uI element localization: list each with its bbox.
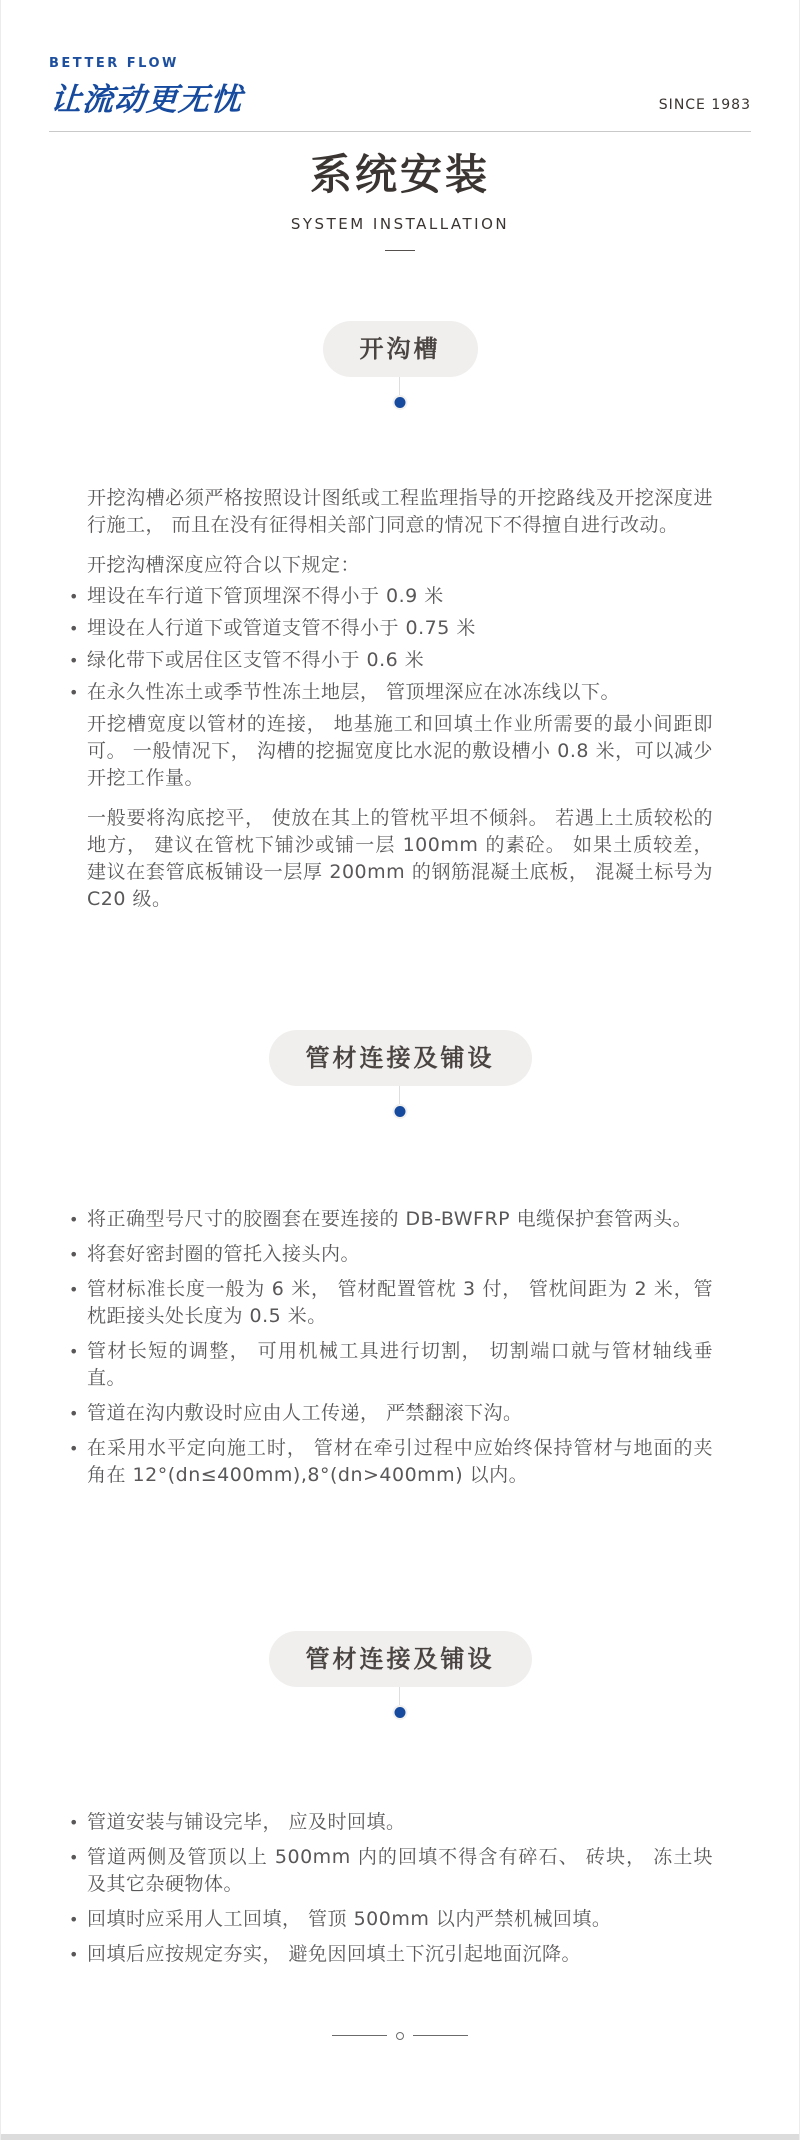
bullet-icon: • [69, 1847, 79, 1867]
bottom-edge [1, 2134, 799, 2140]
connector-line [399, 1086, 400, 1107]
list-item [69, 1809, 713, 1836]
paragraph: 开挖沟槽必须严格按照设计图纸或工程监理指导的开挖路线及开挖深度进行施工， 而且在没有征得相关部门同意的情况下不得擅自进行改动。 [87, 486, 713, 536]
list-item [69, 679, 713, 706]
section-pipe-connection-2 [1, 1497, 799, 1968]
list-item-text: 管材长短的调整， 可用机械工具进行切割， 切割端口就与管材轴线垂直。 [87, 1339, 713, 1389]
list-item [69, 1435, 713, 1489]
section-pill [269, 1631, 532, 1687]
bullet-icon: • [69, 682, 79, 702]
list-item-text: 在永久性冻土或季节性冻土地层， 管顶埋深应在冰冻线以下。 [87, 680, 621, 703]
list-item-text: 在采用水平定向施工时， 管材在牵引过程中应始终保持管材与地面的夹角在 12°(dn≤400mm),8°(dn>400mm) 以内。 [87, 1436, 713, 1486]
bullet-icon: • [69, 650, 79, 670]
header [49, 0, 751, 132]
section-connector [1, 377, 799, 411]
list-item-text: 回填时应采用人工回填， 管顶 500mm 以内严禁机械回填。 [87, 1907, 612, 1930]
paragraph: 开挖沟槽深度应符合以下规定： [87, 553, 361, 576]
list-item [69, 583, 713, 610]
section-connector [1, 1687, 799, 1721]
brand-wordmark: 让流动更无忧 [49, 82, 244, 118]
list-item [69, 615, 713, 642]
list-item [69, 1844, 713, 1898]
list-item [69, 1206, 713, 1233]
bullet-icon: • [69, 1341, 79, 1361]
section-content [69, 1206, 713, 1489]
section-content [69, 485, 713, 913]
list-item-text: 埋设在车行道下管顶埋深不得小于 0.9 米 [87, 584, 444, 607]
bullet-icon: • [69, 1438, 79, 1458]
bullet-icon: • [69, 1944, 79, 1964]
bullet-icon: • [69, 1244, 79, 1264]
bullet-icon: • [69, 1209, 79, 1229]
list-item-text: 绿化带下或居住区支管不得小于 0.6 米 [87, 648, 425, 671]
brand-tagline: BETTER FLOW [49, 56, 179, 71]
section-pill-label: 开沟槽 [359, 334, 441, 363]
list-item [69, 1241, 713, 1268]
page-title: 系统安装 [309, 150, 490, 199]
blue-dot-icon [395, 1106, 406, 1117]
list-item [69, 1276, 713, 1330]
list-item-text: 管材标准长度一般为 6 米， 管材配置管枕 3 付， 管枕间距为 2 米，管枕距接头处长度为 0.5 米。 [87, 1277, 713, 1327]
section-pill-label: 管材连接及铺设 [305, 1644, 495, 1673]
brand-logo [49, 56, 244, 119]
blue-dot-icon [395, 1707, 406, 1718]
bullet-icon: • [69, 1812, 79, 1832]
list-item-text: 将正确型号尺寸的胶圈套在要连接的 DB-BWFRP 电缆保护套管两头。 [87, 1207, 693, 1230]
list-item [69, 1400, 713, 1427]
list-item [69, 1906, 713, 1933]
bullet-icon: • [69, 618, 79, 638]
list-item [69, 647, 713, 674]
section-pill [269, 1030, 532, 1086]
connector-line [399, 1687, 400, 1708]
since-label: SINCE 1983 [658, 97, 751, 113]
ornament-circle-icon [396, 2032, 404, 2040]
list-item-text: 回填后应按规定夯实， 避免因回填土下沉引起地面沉降。 [87, 1942, 582, 1965]
footer-ornament [1, 2032, 799, 2040]
bullet-icon: • [69, 1403, 79, 1423]
section-trenching [1, 251, 799, 913]
list-item [69, 1338, 713, 1392]
page-subtitle: SYSTEM INSTALLATION [290, 214, 510, 233]
bullet-icon: • [69, 1279, 79, 1299]
connector-line [399, 377, 400, 398]
section-pipe-connection-1 [1, 926, 799, 1489]
list-item-text: 管道两侧及管顶以上 500mm 内的回填不得含有碎石、 砖块， 冻土块及其它杂硬物体。 [87, 1845, 713, 1895]
bullet-icon: • [69, 1909, 79, 1929]
paragraph: 开挖槽宽度以管材的连接， 地基施工和回填土作业所需要的最小间距即可。 一般情况下， 沟槽的挖掘宽度比水泥的敷设槽小 0.8 米，可以减少开挖工作量。 [87, 712, 713, 789]
list-item-text: 管道在沟内敷设时应由人工传递， 严禁翻滚下沟。 [87, 1401, 523, 1424]
paragraph: 一般要将沟底挖平， 使放在其上的管枕平坦不倾斜。 若遇上土质较松的地方， 建议在管枕下铺沙或铺一层 100mm 的素砼。 如果土质较差， 建议在套管底板铺设一层厚 200mm 的钢筋混凝土底板， 混凝土标号为 C20 级。 [87, 806, 713, 910]
section-connector [1, 1086, 799, 1120]
bullet-icon: • [69, 586, 79, 606]
blue-dot-icon [395, 397, 406, 408]
list-item-text: 将套好密封圈的管托入接头内。 [87, 1242, 361, 1265]
section-pill [323, 321, 478, 377]
ornament-line-right [413, 2035, 468, 2036]
list-item-text: 埋设在人行道下或管道支管不得小于 0.75 米 [87, 616, 476, 639]
ornament-line-left [332, 2035, 387, 2036]
title-block [1, 148, 799, 251]
section-pill-label: 管材连接及铺设 [305, 1043, 495, 1072]
list-item-text: 管道安装与铺设完毕， 应及时回填。 [87, 1810, 406, 1833]
list-item [69, 1941, 713, 1968]
section-content [69, 1809, 713, 1968]
